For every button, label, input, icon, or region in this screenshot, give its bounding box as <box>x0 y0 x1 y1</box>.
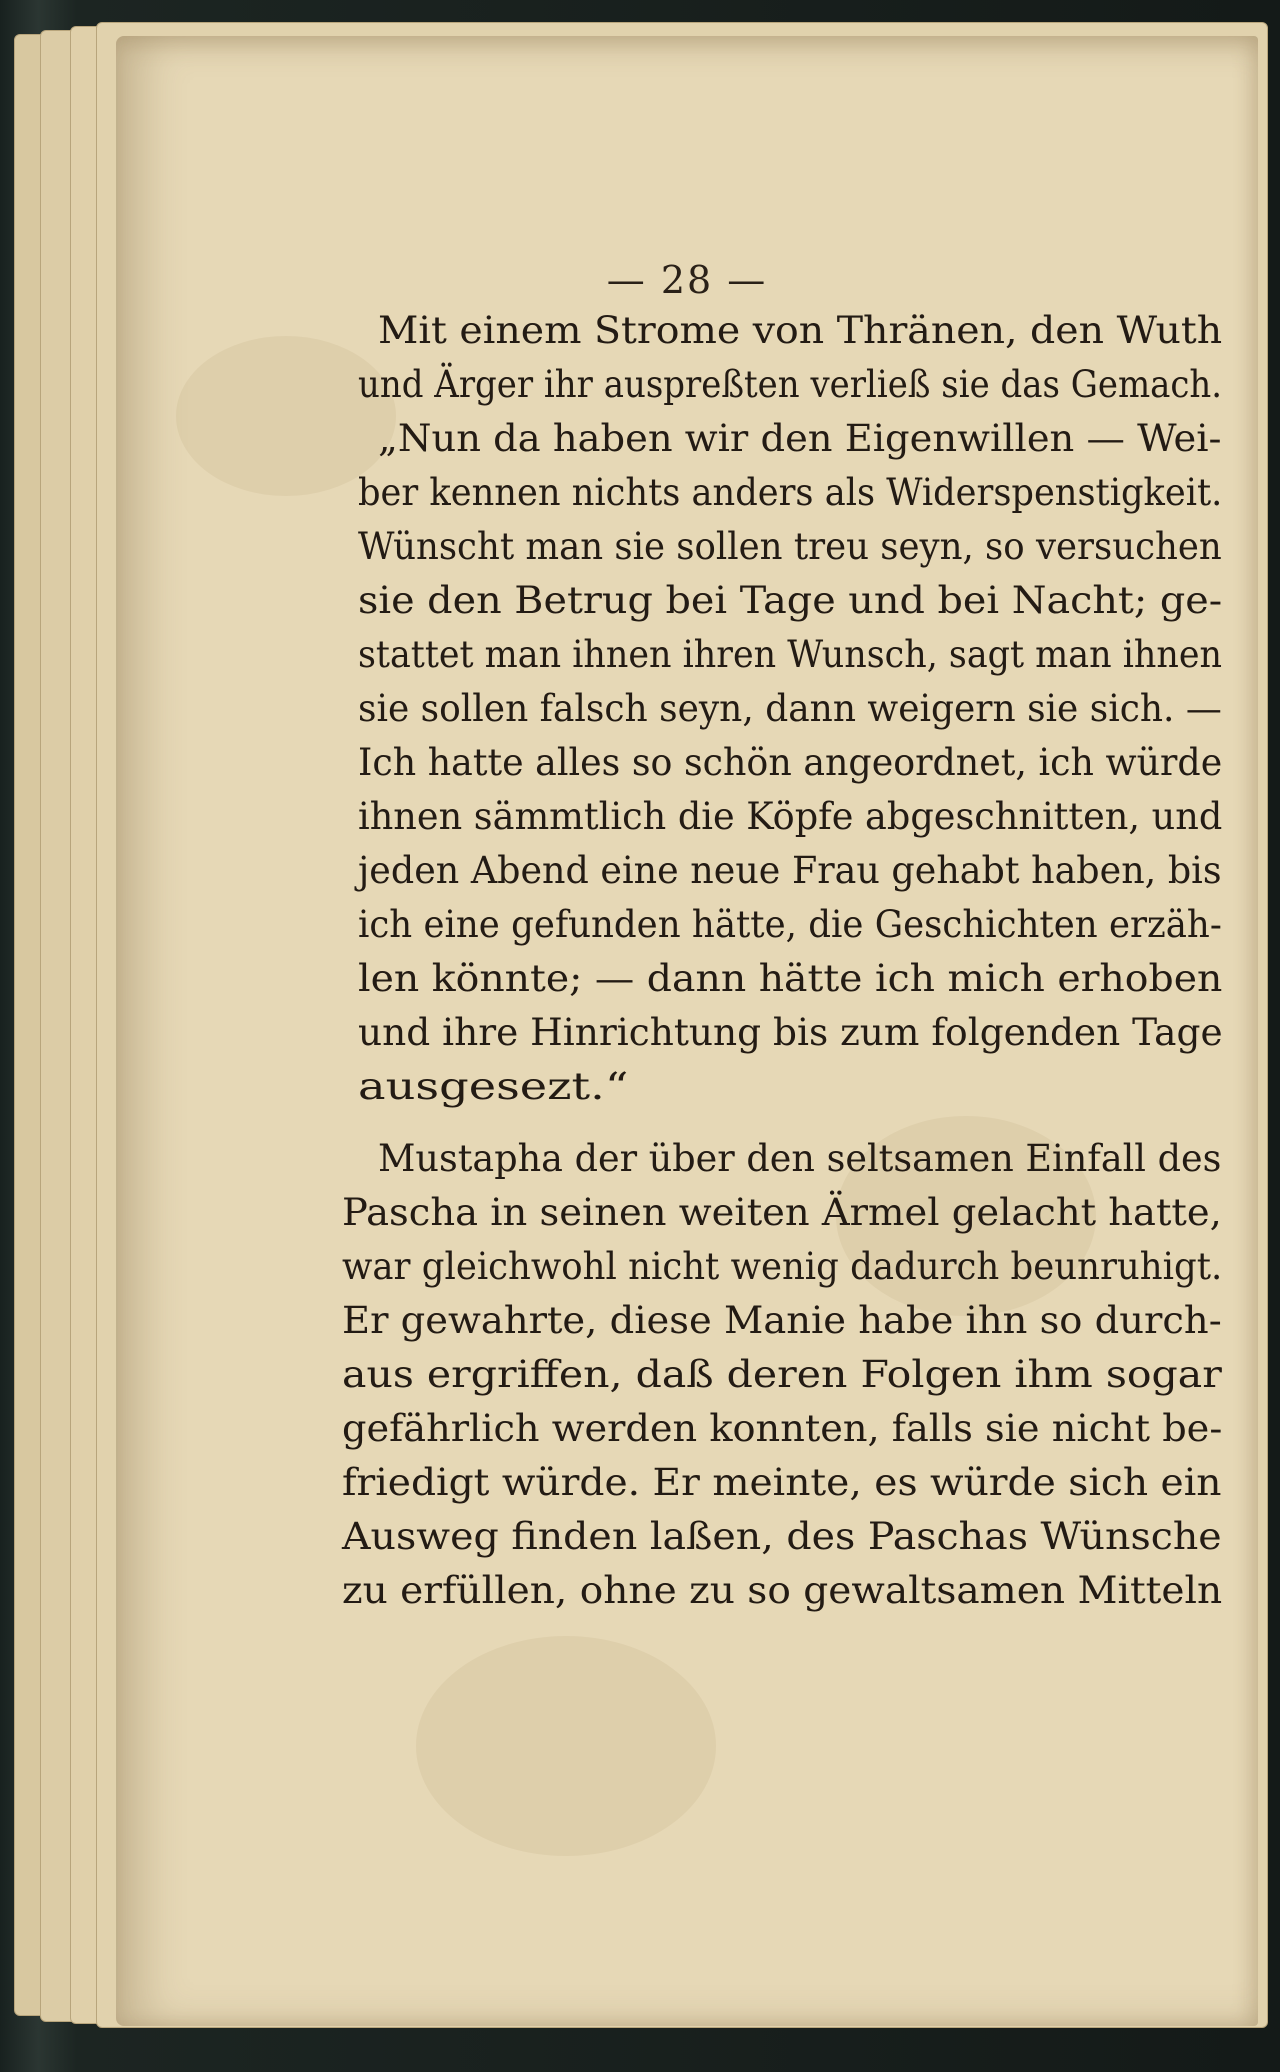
text-line: gefährlich werden konnten, falls sie nicht be- <box>342 1407 1223 1450</box>
text-line: aus ergriffen, daß deren Folgen ihm sogar <box>342 1353 1222 1396</box>
text-line: ich eine gefunden hätte, die Geschichten erzäh- <box>358 903 1222 946</box>
text-line: Er gewahrte, diese Manie habe ihn so durch- <box>342 1299 1222 1342</box>
text-line: Ich hatte alles so schön angeordnet, ich würde <box>358 741 1223 784</box>
text-line: Mustapha der über den seltsamen Einfall des <box>378 1137 1222 1180</box>
text-line: sie sollen falsch seyn, dann weigern sie sich. — <box>358 687 1222 730</box>
text-line: war gleichwohl nicht wenig dadurch beunruhigt. <box>342 1245 1223 1288</box>
text-line: Wünscht man sie sollen treu seyn, so versuchen <box>358 525 1222 568</box>
text-line: Pascha in seinen weiten Ärmel gelacht hatte, <box>342 1191 1222 1234</box>
text-line: jeden Abend eine neue Frau gehabt haben, bis <box>358 849 1222 892</box>
text-line: friedigt würde. Er meinte, es würde sich ein <box>342 1461 1222 1504</box>
text-line: und ihre Hinrichtung bis zum folgenden Tage <box>358 1011 1223 1054</box>
text-line: stattet man ihnen ihren Wunsch, sagt man ihnen <box>358 633 1223 676</box>
text-line: ber kennen nichts anders als Widerspenstigkeit. <box>358 471 1223 514</box>
text-line: ausgesezt.“ <box>358 1065 629 1108</box>
text-line: Ausweg finden laßen, des Paschas Wünsche <box>342 1515 1222 1558</box>
text-line: sie den Betrug bei Tage und bei Nacht; ge- <box>358 579 1223 622</box>
paper-stain <box>416 1636 716 1856</box>
text-line: und Ärger ihr auspreßten verließ sie das Gemach. <box>358 363 1223 406</box>
text-line: zu erfüllen, ohne zu so gewaltsamen Mitteln <box>342 1569 1223 1612</box>
page-number: — 28 — <box>606 258 768 302</box>
text-line: len könnte; — dann hätte ich mich erhoben <box>358 957 1223 1000</box>
text-line: „Nun da haben wir den Eigenwillen — Wei- <box>378 417 1222 460</box>
text-line: Mit einem Strome von Thränen, den Wuth <box>378 309 1223 352</box>
text-line: ihnen sämmtlich die Köpfe abgeschnitten, und <box>358 795 1223 838</box>
